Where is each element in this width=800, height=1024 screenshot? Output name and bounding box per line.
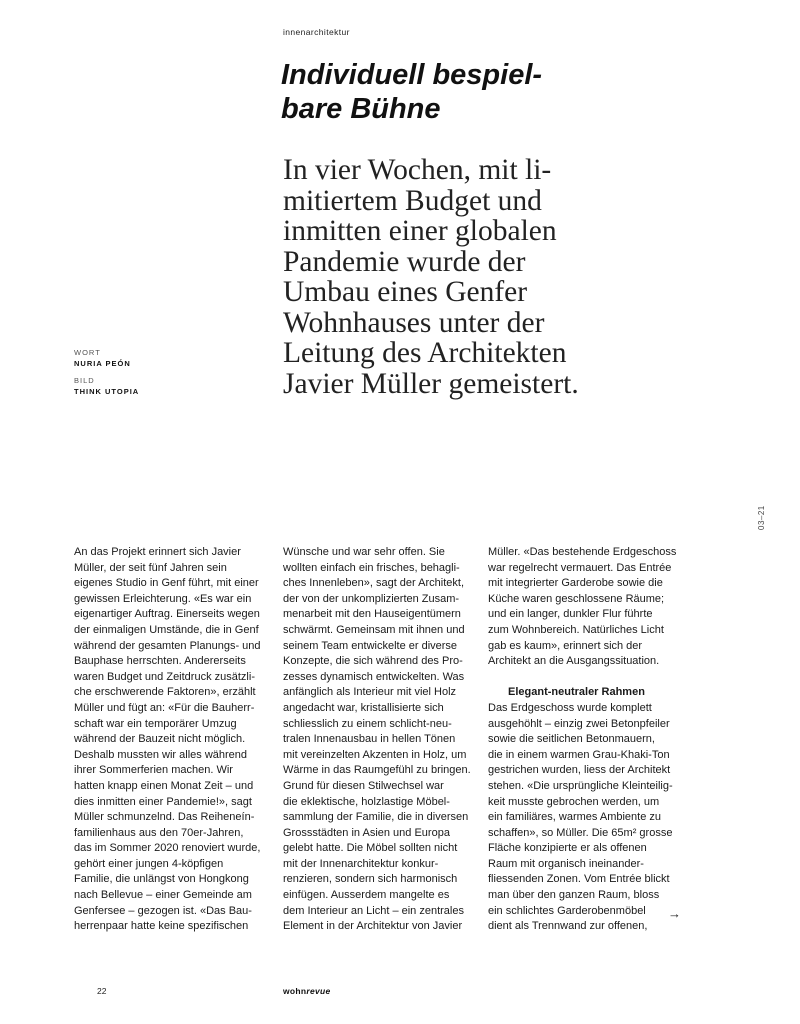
body-text-line: hatten knapp einen Monat Zeit – und	[74, 779, 254, 792]
body-text-line: waren Budget und Zeitdruck zusätzli-	[74, 670, 255, 683]
body-text-line: stehen. «Die ursprüngliche Kleinteilig-	[488, 779, 673, 792]
body-text-line: ausgehöhlt – einzig zwei Betonpfeiler	[488, 717, 670, 730]
body-text-line: schaft war ein temporärer Umzug	[74, 717, 237, 730]
body-text-line: tralen Innenausbau in hellen Tönen	[283, 733, 456, 746]
magazine-name-part: revue	[306, 986, 331, 996]
body-text-line: mit der Innenarchitektur konkur-	[283, 857, 439, 870]
lead-line: Leitung des Architekten	[283, 337, 567, 369]
body-text-line: anfänglich als Interieur mit viel Holz	[283, 686, 457, 699]
body-text-line: Grund für diesen Stilwechsel war	[283, 779, 444, 792]
body-text-line: einfügen. Ausserdem mangelte es	[283, 889, 450, 902]
body-text-line: ches Innenleben», sagt der Architekt,	[283, 577, 465, 590]
body-text-line: nach Bellevue – einer Gemeinde am	[74, 889, 252, 902]
body-text-line: wollten einfach ein frisches, behagli-	[283, 561, 460, 574]
body-text-line: Genfersee – gezogen ist. «Das Bau-	[74, 904, 252, 917]
body-text-line: sowie die seitlichen Betonmauern,	[488, 733, 655, 746]
body-text-line: während der gesamten Planungs- und	[74, 639, 261, 652]
lead-line: In vier Wochen, mit li-	[283, 154, 552, 186]
body-text-line: ein schlichtes Garderobenmöbel	[488, 904, 646, 917]
photo-label: BILD	[74, 376, 95, 385]
body-text-line: renzieren, sondern sich harmonisch	[283, 873, 458, 886]
body-text-line: Architekt an die Ausgangssituation.	[488, 655, 660, 668]
lead-line: inmitten einer globalen	[283, 215, 557, 247]
body-text-line: Küche waren geschlossene Räume;	[488, 592, 665, 605]
body-text-line: während der Bauzeit nicht möglich.	[74, 733, 246, 746]
article-title	[281, 58, 542, 126]
body-text-line: gestrichen wurden, liess der Architekt	[488, 764, 671, 777]
magazine-name-part: wohn	[283, 986, 307, 996]
body-text-line: Familie, die unlängst von Hongkong	[74, 873, 249, 886]
body-text-line: mit integrierter Garderobe sowie die	[488, 577, 663, 590]
body-text-line: familienhaus aus den 70er-Jahren,	[74, 826, 244, 839]
lead-line: Javier Müller gemeistert.	[283, 367, 579, 400]
body-text-line: Wünsche und war sehr offen. Sie	[283, 546, 445, 558]
body-text-line: Konzepte, die sich während des Pro-	[283, 655, 463, 668]
body-text-line: Müller. «Das bestehende Erdgeschoss	[488, 546, 677, 558]
body-text-line: das im Sommer 2020 renoviert wurde,	[74, 842, 261, 855]
body-text-line: menarbeit mit den Hauseigentümern	[283, 608, 461, 621]
body-text-line: Müller schmunzelnd. Das Reiheneín-	[74, 811, 255, 824]
body-column-3	[488, 545, 693, 935]
body-text-line: zum Wohnbereich. Natürliches Licht	[488, 623, 664, 636]
body-text-line: Element in der Architektur von Javier	[283, 920, 463, 933]
body-text-line: Bauphase herrschten. Andererseits	[74, 655, 246, 668]
body-text-line: Wärme in das Raumgefühl zu bringen.	[283, 764, 471, 777]
body-text-line: fliessenden Zonen. Vom Entrée blickt	[488, 873, 670, 886]
body-text-line: zesses dynamisch entwickelten. Was	[283, 670, 465, 683]
body-text-line: mit vereinzelten Akzenten in Holz, um	[283, 748, 467, 761]
body-text-line: schaffen», so Müller. Die 65m² grosse	[488, 826, 673, 839]
section-label: innenarchitektur	[283, 27, 350, 37]
lead-line: mitiertem Budget und	[283, 184, 542, 217]
body-text-line: der einmaligen Umstände, die in Genf	[74, 623, 259, 636]
body-text-line: gab es kaum», erinnert sich der	[488, 639, 643, 652]
body-text-line: keit musste gebrochen werden, um	[488, 795, 660, 808]
body-text-line: man über den ganzen Raum, bloss	[488, 889, 660, 902]
magazine-name	[283, 986, 331, 996]
body-text-line: dies inmitten einer Pandemie!», sagt	[74, 795, 252, 808]
body-text-line: An das Projekt erinnert sich Javier	[74, 546, 241, 558]
lead-paragraph	[283, 155, 579, 399]
body-column-1	[74, 545, 279, 935]
body-text-line: dient als Trennwand zur offenen,	[488, 920, 648, 933]
body-text-line: schwärmt. Gemeinsam mit ihnen und	[283, 623, 465, 636]
lead-line: Wohnhauses unter der	[283, 306, 545, 339]
title-line: Individuell bespiel-	[281, 59, 543, 91]
continue-arrow-icon: →	[668, 906, 681, 921]
body-text-line: che erschwerende Faktoren», erzählt	[74, 686, 256, 699]
body-text-line: eigenartiger Auftrag. Einerseits wegen	[74, 608, 260, 621]
page-marker: 03–21	[757, 505, 766, 531]
body-text-line: war regelrecht vermauert. Das Entrée	[488, 561, 672, 574]
body-text-line: eigenes Studio in Genf führt, mit einer	[74, 577, 259, 590]
body-text-line: dem Interieur an Licht – ein zentrales	[283, 904, 464, 917]
title-line: bare Bühne	[281, 93, 441, 125]
body-text-line: und ein langer, dunkler Flur führte	[488, 608, 653, 621]
body-text-line: seinem Team entwickelte er diverse	[283, 639, 458, 652]
author-label: WORT	[74, 348, 101, 357]
body-text-line: Das Erdgeschoss wurde komplett	[488, 701, 652, 714]
body-text-line: die in einem warmen Grau-Khaki-Ton	[488, 748, 670, 761]
body-text-line: angedacht war, kristallisierte sich	[283, 701, 444, 714]
author-name: NURIA PEÓN	[74, 359, 131, 368]
body-text-line: ihrer Sommerferien machen. Wir	[74, 764, 233, 777]
lead-line: Pandemie wurde der	[283, 245, 526, 278]
page-number: 22	[97, 986, 107, 996]
body-text-line: gewissen Erleichterung. «Es war ein	[74, 592, 252, 605]
body-column-2	[283, 545, 488, 935]
body-text-line: die eklektische, holzlastige Möbel-	[283, 795, 450, 808]
body-text-line: Raum mit organisch ineinander-	[488, 857, 644, 870]
body-text-line: Grossstädten in Asien und Europa	[283, 826, 450, 839]
body-text-line: ein familiäres, warmes Ambiente zu	[488, 811, 662, 824]
body-text-line: Müller, der seit fünf Jahren sein	[74, 561, 227, 574]
body-text-line: der von der unkomplizierten Zusam-	[283, 592, 460, 605]
body-text-line: gelebt hatte. Die Möbel sollten nicht	[283, 842, 458, 855]
body-text-line: sammlung der Familie, die in diversen	[283, 811, 469, 824]
body-text-line: schliesslich zu einem schlicht-neu-	[283, 717, 452, 730]
credits	[74, 347, 139, 397]
body-text-line: Deshalb mussten wir alles während	[74, 748, 248, 761]
photo-credit: THINK UTOPIA	[74, 387, 140, 396]
lead-line: Umbau eines Genfer	[283, 276, 528, 308]
section-subheading: Elegant-neutraler Rahmen	[508, 686, 645, 699]
body-text-line: herrenpaar hatte keine spezifischen	[74, 920, 249, 933]
body-text-line: Fläche konzipierte er als offenen	[488, 842, 647, 855]
body-text-line: gehört einer jungen 4-köpfigen	[74, 857, 224, 870]
body-text-line: Müller und fügt an: «Für die Bauherr-	[74, 701, 255, 714]
